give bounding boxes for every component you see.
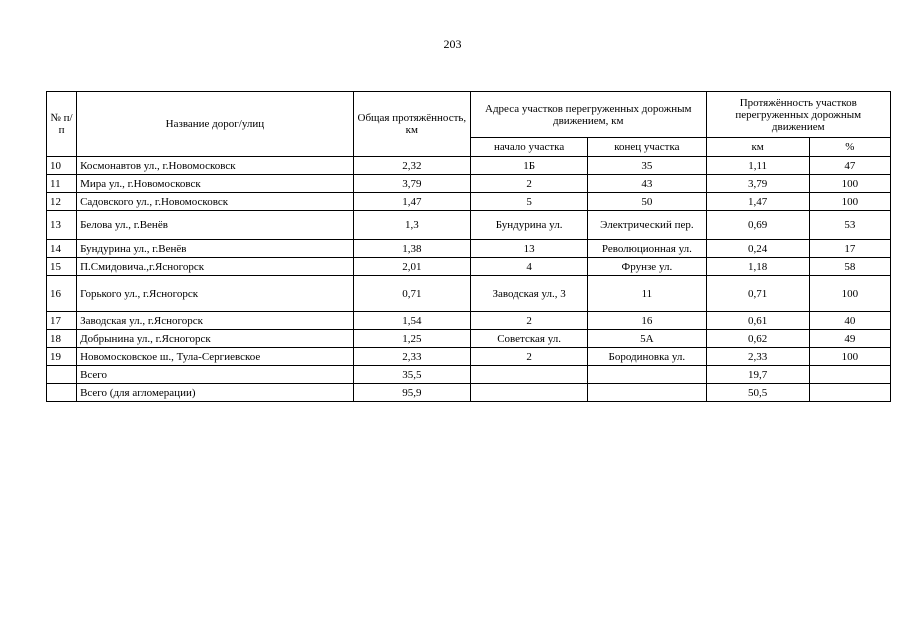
cell-km: 0,24 [706, 240, 809, 258]
cell-total: 3,79 [353, 175, 470, 193]
cell-percent: 49 [809, 330, 890, 348]
cell-total: 2,32 [353, 157, 470, 175]
cell-num: 12 [47, 193, 77, 211]
cell-end: 5А [588, 330, 706, 348]
cell-percent: 100 [809, 348, 890, 366]
cell-km: 3,79 [706, 175, 809, 193]
cell-end-empty [588, 366, 706, 384]
cell-name: Мира ул., г.Новомосковск [77, 175, 354, 193]
cell-end-empty [588, 384, 706, 402]
totals-row [47, 366, 891, 384]
cell-name: Горького ул., г.Ясногорск [77, 276, 354, 312]
cell-start: 5 [470, 193, 587, 211]
cell-name: П.Смидовича.,г.Ясногорск [77, 258, 354, 276]
header-num: № п/п [47, 92, 77, 157]
header-name: Название дорог/улиц [77, 92, 354, 157]
cell-start: 2 [470, 175, 587, 193]
cell-km: 1,18 [706, 258, 809, 276]
cell-km: 0,69 [706, 211, 809, 240]
cell-name: Новомосковское ш., Тула-Сергиевское [77, 348, 354, 366]
cell-start: 2 [470, 312, 587, 330]
cell-name: Садовского ул., г.Новомосковск [77, 193, 354, 211]
cell-km: 1,11 [706, 157, 809, 175]
cell-start: Заводская ул., 3 [470, 276, 587, 312]
table-row [47, 330, 891, 348]
cell-start: Бундурина ул. [470, 211, 587, 240]
cell-name: Бундурина ул., г.Венёв [77, 240, 354, 258]
cell-total: 1,47 [353, 193, 470, 211]
cell-percent: 17 [809, 240, 890, 258]
cell-start: Советская ул. [470, 330, 587, 348]
cell-name: Белова ул., г.Венёв [77, 211, 354, 240]
totals-row [47, 384, 891, 402]
cell-start: 4 [470, 258, 587, 276]
cell-km: 2,33 [706, 348, 809, 366]
cell-km: 0,62 [706, 330, 809, 348]
cell-percent: 100 [809, 193, 890, 211]
header-percent: % [809, 138, 890, 157]
cell-km: 1,47 [706, 193, 809, 211]
cell-num: 15 [47, 258, 77, 276]
table-row [47, 312, 891, 330]
cell-end: 11 [588, 276, 706, 312]
cell-name: Добрынина ул., г.Ясногорск [77, 330, 354, 348]
cell-start-empty [470, 384, 587, 402]
cell-total-label: Всего [77, 366, 354, 384]
cell-num: 17 [47, 312, 77, 330]
cell-name: Заводская ул., г.Ясногорск [77, 312, 354, 330]
cell-start-empty [470, 366, 587, 384]
table-row [47, 211, 891, 240]
roads-table [46, 91, 891, 402]
table-row [47, 240, 891, 258]
header-km: км [706, 138, 809, 157]
cell-total: 2,33 [353, 348, 470, 366]
cell-total: 1,38 [353, 240, 470, 258]
cell-km: 50,5 [706, 384, 809, 402]
cell-end: 35 [588, 157, 706, 175]
cell-percent: 53 [809, 211, 890, 240]
cell-total: 95,9 [353, 384, 470, 402]
cell-percent: 47 [809, 157, 890, 175]
cell-percent: 100 [809, 276, 890, 312]
cell-percent: 100 [809, 175, 890, 193]
table-row [47, 348, 891, 366]
cell-end: 50 [588, 193, 706, 211]
cell-start: 2 [470, 348, 587, 366]
cell-start: 1Б [470, 157, 587, 175]
cell-num: 13 [47, 211, 77, 240]
cell-num: 10 [47, 157, 77, 175]
cell-num-empty [47, 366, 77, 384]
cell-total: 35,5 [353, 366, 470, 384]
cell-total-label: Всего (для агломерации) [77, 384, 354, 402]
cell-percent-empty [809, 366, 890, 384]
cell-num: 14 [47, 240, 77, 258]
cell-end: Бородиновка ул. [588, 348, 706, 366]
cell-end: 16 [588, 312, 706, 330]
cell-percent-empty [809, 384, 890, 402]
cell-name: Космонавтов ул., г.Новомосковск [77, 157, 354, 175]
cell-end: Революционная ул. [588, 240, 706, 258]
table-row [47, 157, 891, 175]
cell-end: Электрический пер. [588, 211, 706, 240]
cell-percent: 40 [809, 312, 890, 330]
cell-total: 1,3 [353, 211, 470, 240]
page-number: 203 [443, 37, 462, 51]
table-row [47, 276, 891, 312]
cell-num: 19 [47, 348, 77, 366]
header-addresses: Адреса участков перегруженных дорожным движением, км [470, 92, 706, 138]
cell-num: 18 [47, 330, 77, 348]
cell-end: 43 [588, 175, 706, 193]
cell-km: 0,71 [706, 276, 809, 312]
header-end: конец участка [588, 138, 706, 157]
cell-total: 2,01 [353, 258, 470, 276]
cell-total: 0,71 [353, 276, 470, 312]
table-row [47, 258, 891, 276]
cell-total: 1,25 [353, 330, 470, 348]
cell-num: 16 [47, 276, 77, 312]
header-total: Общая протяжённость, км [353, 92, 470, 157]
cell-end: Фрунзе ул. [588, 258, 706, 276]
cell-num: 11 [47, 175, 77, 193]
cell-num-empty [47, 384, 77, 402]
cell-km: 19,7 [706, 366, 809, 384]
table-row [47, 193, 891, 211]
cell-km: 0,61 [706, 312, 809, 330]
header-start: начало участка [470, 138, 587, 157]
cell-percent: 58 [809, 258, 890, 276]
header-length: Протяжённость участков перегруженных дорожным движением [706, 92, 891, 138]
cell-total: 1,54 [353, 312, 470, 330]
table-row [47, 175, 891, 193]
cell-start: 13 [470, 240, 587, 258]
